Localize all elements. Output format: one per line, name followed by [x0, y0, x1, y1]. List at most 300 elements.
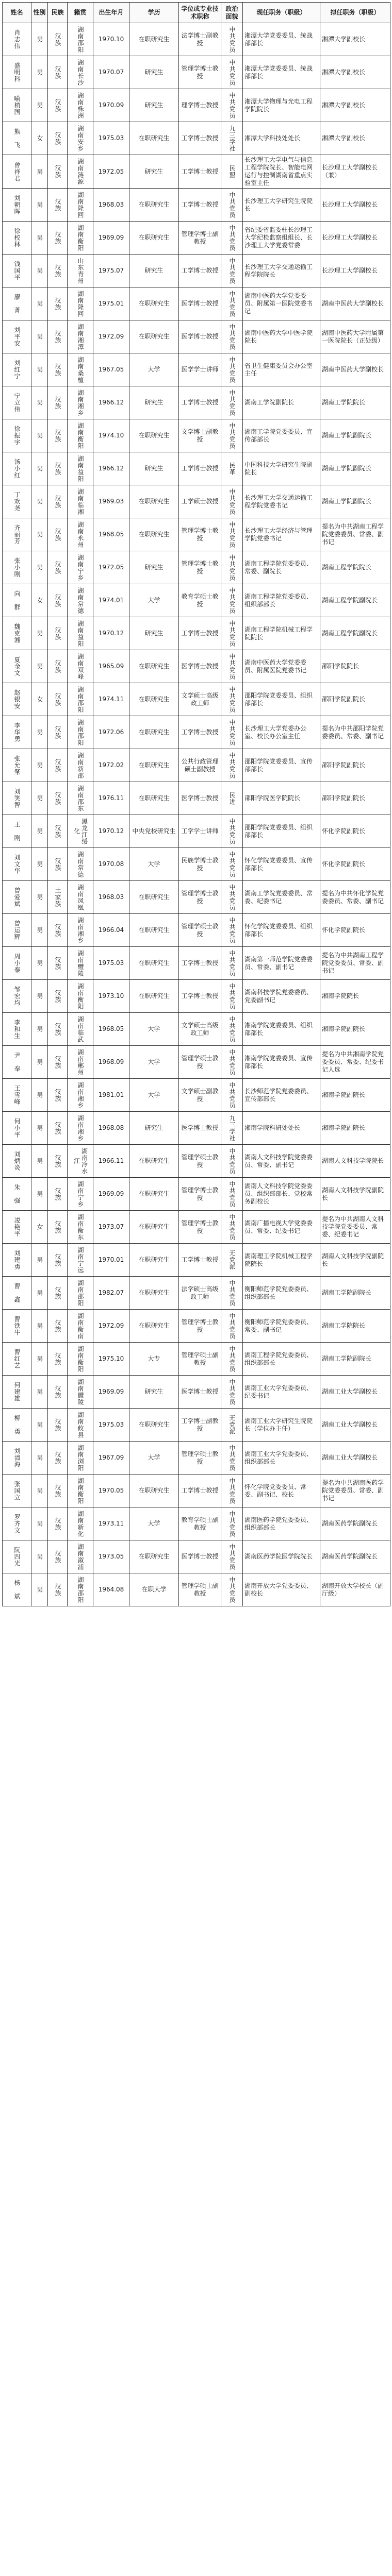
cell-education: 在职研究生: [129, 782, 179, 815]
cell-ethnicity: 汉族: [48, 452, 68, 485]
cell-degree-title: 管理学博士教授: [179, 56, 221, 89]
cell-current-position: 湘潭大学物理与光电工程学院院长: [243, 89, 320, 122]
cell-birth-date: 1975.03: [93, 1409, 129, 1442]
cell-name: 刘文华: [3, 848, 31, 881]
cell-birth-date: 1970.12: [93, 815, 129, 848]
cell-gender: 男: [31, 947, 48, 980]
cell-gender: 男: [31, 1112, 48, 1145]
cell-degree-title: 管理学博士教授: [179, 518, 221, 551]
table-row: [3, 287, 390, 320]
cell-education: 研究生: [129, 1376, 179, 1409]
cell-birth-date: 1968.05: [93, 518, 129, 551]
cell-political-status: 中共党员: [221, 1507, 243, 1540]
cell-gender: 男: [31, 386, 48, 419]
table-row: [3, 1244, 390, 1277]
cell-proposed-position: 提名为中共湖南人文科技学院党委委员、常委、纪委书记: [320, 1211, 390, 1244]
cell-education: 研究生: [129, 452, 179, 485]
table-header-row: [3, 3, 390, 23]
cell-education: 在职研究生: [129, 1540, 179, 1573]
cell-native-place: 湖南衡阳: [68, 980, 93, 1013]
cell-current-position: 湖南中医药大学党委委员、附属医院党委书记: [243, 650, 320, 683]
cell-political-status: 中共党员: [221, 222, 243, 255]
cell-degree-title: 医学博士教授: [179, 320, 221, 353]
cell-ethnicity: 汉族: [48, 1145, 68, 1178]
table-row: [3, 1507, 390, 1540]
table-row: [3, 56, 390, 89]
cell-name: 凌艳平: [3, 1211, 31, 1244]
cell-name: 王 刚: [3, 815, 31, 848]
cell-proposed-position: 提名为中共湘南学院党委委员、常委、纪委书记人选: [320, 1046, 390, 1079]
cell-degree-title: 管理学硕士教授: [179, 1442, 221, 1475]
cell-education: 大学: [129, 1013, 179, 1046]
cell-ethnicity: 汉族: [48, 189, 68, 222]
cell-ethnicity: 汉族: [48, 122, 68, 155]
cell-gender: 男: [31, 1145, 48, 1178]
cell-political-status: 民盟: [221, 155, 243, 189]
cell-degree-title: 法学硕士高级政工师: [179, 1277, 221, 1310]
cell-current-position: 衡阳师范学院党委委员、常委、副书记: [243, 1310, 320, 1343]
cell-current-position: 长沙理工大学经济与管理学院党委书记: [243, 518, 320, 551]
cell-birth-date: 1966.12: [93, 452, 129, 485]
cell-gender: 男: [31, 1277, 48, 1310]
cell-education: 大学: [129, 848, 179, 881]
cell-degree-title: 医学博士教授: [179, 1540, 221, 1573]
cell-native-place: 湖南衡阳: [68, 1475, 93, 1507]
cell-birth-date: 1964.08: [93, 1573, 129, 1606]
cell-degree-title: 法学博士副教授: [179, 23, 221, 56]
cell-degree-title: 医学博士教授: [179, 1112, 221, 1145]
cell-education: 研究生: [129, 155, 179, 189]
cell-current-position: 湖南工业大学研究生院院长（学位办主任）: [243, 1409, 320, 1442]
cell-political-status: 无党派: [221, 1409, 243, 1442]
cell-name: 李和生: [3, 1013, 31, 1046]
cell-education: 在职研究生: [129, 914, 179, 947]
cell-political-status: 中共党员: [221, 287, 243, 320]
cell-ethnicity: 汉族: [48, 1343, 68, 1376]
cell-political-status: 中共党员: [221, 980, 243, 1013]
cell-name: 何小平: [3, 1112, 31, 1145]
cell-proposed-position: 湖南工学院院长: [320, 1310, 390, 1343]
cell-native-place: 湖南株洲: [68, 89, 93, 122]
cell-proposed-position: 湖南中医药大学副校长: [320, 287, 390, 320]
table-row: [3, 980, 390, 1013]
header-name: 姓名: [3, 3, 31, 23]
cell-native-place: 湖南衡阳: [68, 1343, 93, 1376]
cell-ethnicity: 汉族: [48, 1540, 68, 1573]
cell-education: 在职研究生: [129, 650, 179, 683]
cell-name: 熊 飞: [3, 122, 31, 155]
cell-current-position: 省卫生健康委员会办公室主任: [243, 353, 320, 386]
cell-native-place: 湖南衡阳: [68, 419, 93, 452]
cell-education: 在职研究生: [129, 1310, 179, 1343]
table-row: [3, 1277, 390, 1310]
cell-birth-date: 1972.02: [93, 749, 129, 782]
cell-education: 在职研究生: [129, 1244, 179, 1277]
cell-birth-date: 1966.12: [93, 386, 129, 419]
table-row: [3, 848, 390, 881]
cell-ethnicity: 汉族: [48, 716, 68, 749]
cell-name: 曾运辉: [3, 914, 31, 947]
cell-birth-date: 1972.05: [93, 155, 129, 189]
cell-native-place: 湖南永州: [68, 518, 93, 551]
cell-name: 钱国平: [3, 255, 31, 287]
cell-name: 赵银安: [3, 683, 31, 716]
cell-ethnicity: 汉族: [48, 1046, 68, 1079]
cell-current-position: 湖南工程学院机械工程学院院长: [243, 617, 320, 650]
cell-name: 周小泰: [3, 947, 31, 980]
cell-proposed-position: 湖南人文科技学院副院长: [320, 1178, 390, 1211]
header-gender: 性别: [31, 3, 48, 23]
cell-proposed-position: 提名为中共湖南工程学院党委委员、常委、副书记: [320, 518, 390, 551]
cell-degree-title: 工学博士教授: [179, 122, 221, 155]
table-row: [3, 1475, 390, 1507]
cell-education: 在职研究生: [129, 881, 179, 914]
cell-education: 大专: [129, 1343, 179, 1376]
cell-current-position: 长沙理工大学交通运输工程学院院长: [243, 255, 320, 287]
cell-proposed-position: 怀化学院副院长: [320, 848, 390, 881]
cell-proposed-position: 长沙理工大学副校长（兼）: [320, 155, 390, 189]
cell-ethnicity: 汉族: [48, 1310, 68, 1343]
cell-political-status: 中共党员: [221, 1442, 243, 1475]
cell-political-status: 九三学社: [221, 122, 243, 155]
cell-gender: 男: [31, 419, 48, 452]
cell-current-position: 邵阳学院医学院院长: [243, 782, 320, 815]
appointment-table: [2, 2, 390, 1606]
cell-degree-title: 管理学硕士副教授: [179, 1343, 221, 1376]
cell-native-place: 湖南邵阳: [68, 1277, 93, 1310]
table-row: [3, 650, 390, 683]
cell-native-place: 湖南郴州: [68, 1046, 93, 1079]
cell-name: 汤小红: [3, 452, 31, 485]
cell-degree-title: 管理学硕士教授: [179, 1145, 221, 1178]
cell-ethnicity: 汉族: [48, 650, 68, 683]
cell-gender: 男: [31, 716, 48, 749]
cell-ethnicity: 汉族: [48, 815, 68, 848]
cell-proposed-position: 怀化学院副院长: [320, 914, 390, 947]
cell-native-place: 湖南临武: [68, 1013, 93, 1046]
cell-political-status: 中共党员: [221, 881, 243, 914]
cell-degree-title: 管理学博士教授: [179, 881, 221, 914]
cell-birth-date: 1973.10: [93, 980, 129, 1013]
cell-political-status: 中共党员: [221, 1211, 243, 1244]
cell-native-place: 湖南宁远: [68, 1244, 93, 1277]
cell-name: 曹铁牛: [3, 1310, 31, 1343]
cell-name: 朱 强: [3, 1178, 31, 1211]
table-row: [3, 1112, 390, 1145]
cell-current-position: 湖南工业大学党委委员、纪委书记: [243, 1376, 320, 1409]
cell-gender: 男: [31, 617, 48, 650]
cell-proposed-position: 湖南工学院副院长: [320, 419, 390, 452]
cell-name: 曹红艺: [3, 1343, 31, 1376]
cell-political-status: 中共党员: [221, 914, 243, 947]
cell-proposed-position: 湖南工业大学副校长: [320, 1376, 390, 1409]
header-proposed-position: 拟任职务（职级）: [320, 3, 390, 23]
cell-political-status: 中共党员: [221, 1376, 243, 1409]
cell-degree-title: 管理学硕士教授: [179, 914, 221, 947]
cell-proposed-position: 长沙理工大学副校长: [320, 189, 390, 222]
cell-birth-date: 1969.09: [93, 222, 129, 255]
cell-political-status: 中共党员: [221, 320, 243, 353]
cell-gender: 女: [31, 1211, 48, 1244]
table-row: [3, 1573, 390, 1606]
cell-current-position: 湖南中医药大学党委委员、附属第一医院党委书记: [243, 287, 320, 320]
cell-native-place: 湖南浏阳: [68, 1442, 93, 1475]
table-row: [3, 353, 390, 386]
cell-gender: 男: [31, 1310, 48, 1343]
cell-gender: 男: [31, 551, 48, 584]
table-row: [3, 749, 390, 782]
table-row: [3, 1145, 390, 1178]
cell-degree-title: 工学博士副教授: [179, 1409, 221, 1442]
cell-birth-date: 1968.03: [93, 881, 129, 914]
cell-education: 在职研究生: [129, 1409, 179, 1442]
cell-political-status: 中共党员: [221, 1178, 243, 1211]
cell-proposed-position: 提名为中共湖南工程学院党委委员、常委、副书记: [320, 947, 390, 980]
cell-political-status: 中共党员: [221, 716, 243, 749]
cell-gender: 男: [31, 353, 48, 386]
table-row: [3, 222, 390, 255]
table-row: [3, 1211, 390, 1244]
cell-proposed-position: 湖南工学院院长: [320, 386, 390, 419]
cell-education: 在职研究生: [129, 716, 179, 749]
cell-political-status: 中共党员: [221, 551, 243, 584]
cell-birth-date: 1969.09: [93, 1376, 129, 1409]
cell-gender: 男: [31, 320, 48, 353]
cell-degree-title: 工学博士教授: [179, 1475, 221, 1507]
cell-proposed-position: 湖南中医药大学副校长: [320, 353, 390, 386]
cell-ethnicity: 汉族: [48, 386, 68, 419]
cell-birth-date: 1967.09: [93, 1442, 129, 1475]
cell-education: 在职研究生: [129, 1277, 179, 1310]
cell-ethnicity: 汉族: [48, 1507, 68, 1540]
table-row: [3, 1178, 390, 1211]
cell-birth-date: 1972.09: [93, 1310, 129, 1343]
cell-proposed-position: 湖南人文科技学院副院长: [320, 1244, 390, 1277]
cell-proposed-position: 湖南医药学院副院长: [320, 1540, 390, 1573]
cell-birth-date: 1968.03: [93, 189, 129, 222]
cell-birth-date: 1970.08: [93, 848, 129, 881]
cell-ethnicity: 土家族: [48, 881, 68, 914]
cell-gender: 男: [31, 518, 48, 551]
cell-political-status: 中共党员: [221, 815, 243, 848]
cell-current-position: 长沙师范学院党委委员、宣传部部长: [243, 1079, 320, 1112]
cell-ethnicity: 汉族: [48, 1442, 68, 1475]
cell-current-position: 长沙理工大学党委办公室、校长办公室主任: [243, 716, 320, 749]
table-row: [3, 89, 390, 122]
cell-education: 在职研究生: [129, 1145, 179, 1178]
cell-degree-title: 工学博士教授: [179, 452, 221, 485]
cell-education: 在职研究生: [129, 1475, 179, 1507]
cell-gender: 男: [31, 914, 48, 947]
cell-ethnicity: 汉族: [48, 782, 68, 815]
cell-name: 徐校林: [3, 222, 31, 255]
cell-degree-title: 医学博士教授: [179, 287, 221, 320]
cell-birth-date: 1970.05: [93, 1475, 129, 1507]
cell-education: 大学: [129, 1079, 179, 1112]
cell-proposed-position: 湘潭大学副校长: [320, 122, 390, 155]
header-current-position: 现任职务（职级）: [243, 3, 320, 23]
table-row: [3, 23, 390, 56]
cell-current-position: 湖南工程学院党委委员、常委、副院长: [243, 551, 320, 584]
cell-current-position: 湖南广播电视大学党委委员、常委、纪委书记: [243, 1211, 320, 1244]
cell-birth-date: 1972.06: [93, 716, 129, 749]
cell-proposed-position: 湖南工业大学副校长: [320, 1442, 390, 1475]
cell-native-place: 湖南醴陵: [68, 947, 93, 980]
cell-political-status: 中共党员: [221, 353, 243, 386]
cell-gender: 女: [31, 683, 48, 716]
cell-current-position: 长沙理工大学交通运输工程学院党委书记: [243, 485, 320, 518]
cell-political-status: 中共党员: [221, 485, 243, 518]
cell-political-status: 九三学社: [221, 1112, 243, 1145]
cell-current-position: 湘南学院科研处处长: [243, 1112, 320, 1145]
table-row: [3, 1442, 390, 1475]
cell-name: 刘清海: [3, 1442, 31, 1475]
cell-political-status: 民革: [221, 452, 243, 485]
cell-gender: 男: [31, 189, 48, 222]
cell-proposed-position: 湖南工程学院副院长: [320, 617, 390, 650]
cell-current-position: 湘潭大学党委委员、统战部部长: [243, 56, 320, 89]
cell-proposed-position: 邵阳学院副院长: [320, 749, 390, 782]
cell-gender: 男: [31, 1013, 48, 1046]
cell-birth-date: 1976.11: [93, 782, 129, 815]
cell-education: 大学: [129, 1442, 179, 1475]
cell-education: 大学: [129, 353, 179, 386]
cell-current-position: 邵阳学院党委委员、宣传部部长: [243, 749, 320, 782]
cell-political-status: 中共党员: [221, 1013, 243, 1046]
cell-degree-title: 工学博士教授: [179, 617, 221, 650]
cell-degree-title: 文学硕士高级政工师: [179, 1013, 221, 1046]
cell-gender: 男: [31, 881, 48, 914]
cell-native-place: 湖南桑植: [68, 353, 93, 386]
cell-birth-date: 1974.01: [93, 584, 129, 617]
cell-education: 大学: [129, 584, 179, 617]
cell-degree-title: 工学博士教授: [179, 386, 221, 419]
cell-name: 盛明科: [3, 56, 31, 89]
cell-ethnicity: 汉族: [48, 320, 68, 353]
cell-education: 在职大学: [129, 1573, 179, 1606]
cell-current-position: 湖南工学院党委委员、常委、纪委书记: [243, 881, 320, 914]
table-row: [3, 716, 390, 749]
cell-native-place: 湖南湘乡: [68, 914, 93, 947]
cell-native-place: 湖南新化: [68, 1507, 93, 1540]
cell-name: 张允肇: [3, 749, 31, 782]
cell-education: 在职研究生: [129, 947, 179, 980]
cell-birth-date: 1969.09: [93, 1178, 129, 1211]
cell-proposed-position: 邵阳学院院长: [320, 650, 390, 683]
table-row: [3, 551, 390, 584]
table-row: [3, 881, 390, 914]
table-row: [3, 584, 390, 617]
table-row: [3, 683, 390, 716]
cell-native-place: 湖南邵阳: [68, 716, 93, 749]
cell-birth-date: 1982.07: [93, 1277, 129, 1310]
cell-current-position: 湖南科技学院党委委员、党委副书记: [243, 980, 320, 1013]
cell-political-status: 中共党员: [221, 89, 243, 122]
cell-gender: 男: [31, 485, 48, 518]
cell-degree-title: 管理学博士教授: [179, 1310, 221, 1343]
cell-birth-date: 1966.04: [93, 914, 129, 947]
cell-degree-title: 医学学士讲师: [179, 353, 221, 386]
cell-native-place: 湖南衡东: [68, 1211, 93, 1244]
cell-political-status: 中共党员: [221, 683, 243, 716]
cell-ethnicity: 汉族: [48, 1277, 68, 1310]
cell-political-status: 中共党员: [221, 1046, 243, 1079]
cell-gender: 男: [31, 815, 48, 848]
cell-proposed-position: 湘潭大学副校长: [320, 23, 390, 56]
cell-proposed-position: 长沙理工大学副校长: [320, 255, 390, 287]
cell-political-status: 中共党员: [221, 1310, 243, 1343]
cell-native-place: 湖南涟源: [68, 155, 93, 189]
cell-degree-title: 管理学硕士副教授: [179, 1573, 221, 1606]
cell-degree-title: 工学学士讲师: [179, 815, 221, 848]
cell-degree-title: 工学博士教授: [179, 716, 221, 749]
cell-name: 张小刚: [3, 551, 31, 584]
cell-gender: 男: [31, 56, 48, 89]
cell-political-status: 中共党员: [221, 23, 243, 56]
cell-education: 大学: [129, 1046, 179, 1079]
table-body: [3, 23, 390, 1606]
cell-native-place: 湖南隆回: [68, 189, 93, 222]
table-row: [3, 1079, 390, 1112]
cell-name: 王雪峰: [3, 1079, 31, 1112]
cell-native-place: 湖南湘乡: [68, 386, 93, 419]
cell-name: 曾祥君: [3, 155, 31, 189]
cell-education: 研究生: [129, 386, 179, 419]
cell-gender: 男: [31, 782, 48, 815]
cell-gender: 男: [31, 1244, 48, 1277]
cell-gender: 男: [31, 255, 48, 287]
cell-proposed-position: 湖南开放大学校长（副厅级）: [320, 1573, 390, 1606]
cell-degree-title: 公共行政管理硕士副教授: [179, 749, 221, 782]
cell-birth-date: 1969.03: [93, 485, 129, 518]
cell-political-status: 中共党员: [221, 1145, 243, 1178]
cell-native-place: 湖南攸县: [68, 1409, 93, 1442]
cell-gender: 男: [31, 155, 48, 189]
cell-ethnicity: 汉族: [48, 551, 68, 584]
table-row: [3, 255, 390, 287]
cell-birth-date: 1973.05: [93, 1540, 129, 1573]
cell-degree-title: 管理学硕士教授: [179, 1046, 221, 1079]
cell-current-position: 长沙理工大学研究生院院长: [243, 189, 320, 222]
cell-education: 在职研究生: [129, 485, 179, 518]
cell-current-position: 湖南理工学院机械工程学院院长: [243, 1244, 320, 1277]
cell-current-position: 湖南工学院党委委员、宣传部部长: [243, 419, 320, 452]
cell-birth-date: 1966.11: [93, 1145, 129, 1178]
cell-education: 在职研究生: [129, 1211, 179, 1244]
cell-gender: 女: [31, 122, 48, 155]
table-row: [3, 386, 390, 419]
cell-birth-date: 1974.10: [93, 419, 129, 452]
table-row: [3, 452, 390, 485]
cell-name: 向 群: [3, 584, 31, 617]
cell-ethnicity: 汉族: [48, 287, 68, 320]
cell-current-position: 湘潭大学科技处处长: [243, 122, 320, 155]
cell-birth-date: 1972.05: [93, 551, 129, 584]
cell-ethnicity: 汉族: [48, 1178, 68, 1211]
cell-political-status: 中共党员: [221, 848, 243, 881]
cell-ethnicity: 汉族: [48, 23, 68, 56]
cell-native-place: 湖南双峰: [68, 650, 93, 683]
table-row: [3, 617, 390, 650]
cell-proposed-position: 湖南工学院副院长: [320, 1343, 390, 1376]
cell-degree-title: 工学博士教授: [179, 1244, 221, 1277]
cell-proposed-position: 湘南学院副院长: [320, 1013, 390, 1046]
cell-political-status: 中共党员: [221, 518, 243, 551]
cell-birth-date: 1970.01: [93, 1244, 129, 1277]
cell-degree-title: 文学硕士副教授: [179, 1079, 221, 1112]
cell-name: 曹 鑫: [3, 1277, 31, 1310]
cell-education: 研究生: [129, 56, 179, 89]
